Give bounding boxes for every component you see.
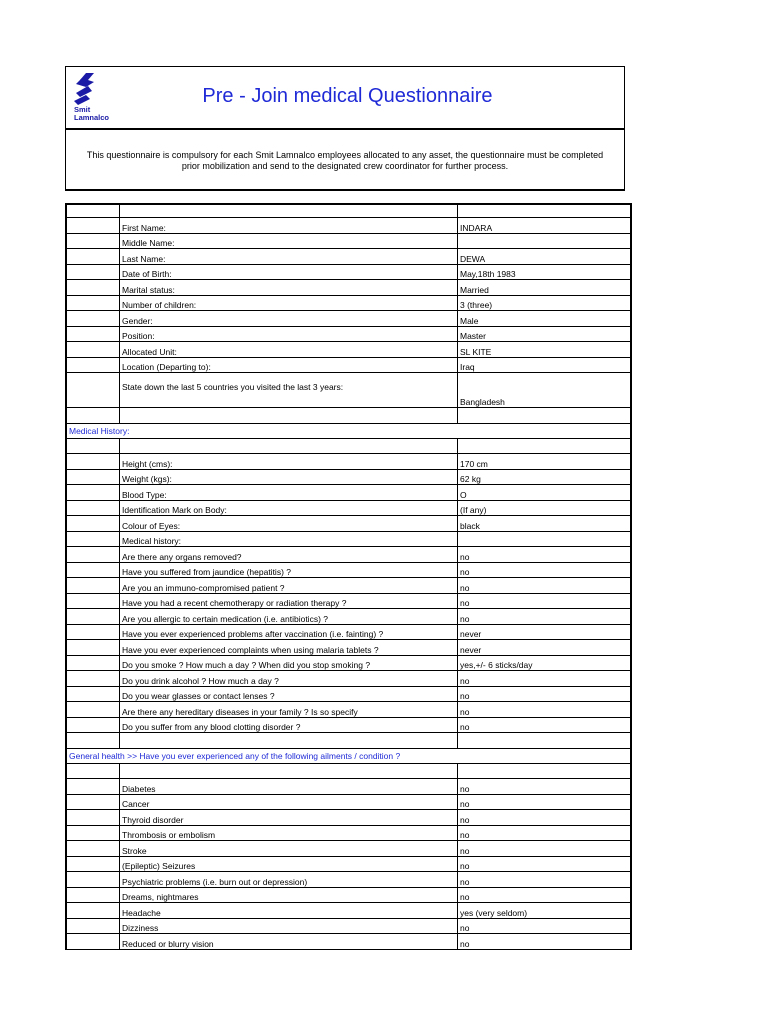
row-spacer-cell — [66, 469, 120, 485]
blank-cell — [458, 763, 632, 779]
row-spacer-cell — [66, 357, 120, 373]
row-spacer-cell — [66, 249, 120, 265]
row-spacer-cell — [66, 280, 120, 296]
form-row — [66, 856, 631, 872]
form-row — [66, 934, 631, 950]
blank-cell — [66, 204, 120, 218]
form-row — [66, 717, 631, 733]
row-spacer-cell — [66, 624, 120, 640]
form-row — [66, 249, 631, 265]
blank-cell — [120, 733, 458, 749]
field-label: Colour of Eyes: — [120, 516, 458, 532]
field-label: Do you suffer from any blood clotting disorder ? — [120, 717, 458, 733]
field-value[interactable]: Iraq — [458, 357, 632, 373]
general-health-section — [66, 748, 631, 763]
blank-row — [66, 204, 631, 218]
form-row — [66, 702, 631, 718]
blank-row — [66, 438, 631, 454]
logo-line-2: Lamnalco — [74, 113, 110, 122]
field-label: Have you ever experienced problems after vaccination (i.e. fainting) ? — [120, 624, 458, 640]
page-title: Pre - Join medical Questionnaire — [202, 85, 493, 107]
row-spacer-cell — [66, 856, 120, 872]
field-value[interactable]: O — [458, 485, 632, 501]
field-value[interactable]: no — [458, 578, 632, 594]
field-value[interactable]: no — [458, 872, 632, 888]
row-spacer-cell — [66, 264, 120, 280]
field-label: Do you smoke ? How much a day ? When did you stop smoking ? — [120, 655, 458, 671]
row-spacer-cell — [66, 655, 120, 671]
form-row — [66, 326, 631, 342]
form-row — [66, 295, 631, 311]
blank-cell — [120, 438, 458, 454]
questionnaire-table — [65, 203, 632, 950]
field-label: Are you allergic to certain medication (i.e. antibiotics) ? — [120, 609, 458, 625]
field-value[interactable]: no — [458, 562, 632, 578]
field-label: Identification Mark on Body: — [120, 500, 458, 516]
form-row — [66, 655, 631, 671]
field-value[interactable]: 170 cm — [458, 454, 632, 470]
row-spacer-cell — [66, 326, 120, 342]
field-label: Reduced or blurry vision — [120, 934, 458, 950]
form-row — [66, 918, 631, 934]
general-health-section-heading: General health >> Have you ever experienced any of the following ailments / condition ? — [66, 748, 631, 763]
field-value[interactable]: Married — [458, 280, 632, 296]
row-spacer-cell — [66, 500, 120, 516]
field-value[interactable]: yes,+/- 6 sticks/day — [458, 655, 632, 671]
form-row — [66, 531, 631, 547]
field-value[interactable]: yes (very seldom) — [458, 903, 632, 919]
form-row — [66, 872, 631, 888]
field-value[interactable]: no — [458, 887, 632, 903]
row-spacer-cell — [66, 233, 120, 249]
row-spacer-cell — [66, 872, 120, 888]
form-row — [66, 671, 631, 687]
field-label: Number of children: — [120, 295, 458, 311]
row-spacer-cell — [66, 562, 120, 578]
field-value[interactable]: May,18th 1983 — [458, 264, 632, 280]
row-spacer-cell — [66, 640, 120, 656]
field-value[interactable]: 62 kg — [458, 469, 632, 485]
form-row — [66, 233, 631, 249]
form-row — [66, 841, 631, 857]
form-row — [66, 469, 631, 485]
form-row — [66, 264, 631, 280]
field-label: Date of Birth: — [120, 264, 458, 280]
field-value[interactable]: no — [458, 547, 632, 563]
form-row — [66, 454, 631, 470]
medical-history-section — [66, 423, 631, 438]
form-row — [66, 342, 631, 358]
field-value[interactable]: 3 (three) — [458, 295, 632, 311]
logo-line-1: Smit — [74, 105, 91, 114]
blank-cell — [458, 733, 632, 749]
field-label: Do you wear glasses or contact lenses ? — [120, 686, 458, 702]
field-value[interactable]: no — [458, 609, 632, 625]
blank-row — [66, 408, 631, 424]
field-label: Dreams, nightmares — [120, 887, 458, 903]
field-value[interactable]: INDARA — [458, 218, 632, 234]
field-value[interactable]: DEWA — [458, 249, 632, 265]
blank-row — [66, 733, 631, 749]
row-spacer-cell — [66, 593, 120, 609]
field-value[interactable]: Bangladesh — [458, 373, 632, 408]
row-spacer-cell — [66, 485, 120, 501]
form-row — [66, 500, 631, 516]
field-value[interactable]: no — [458, 702, 632, 718]
blank-cell — [66, 733, 120, 749]
row-spacer-cell — [66, 841, 120, 857]
form-row — [66, 887, 631, 903]
row-spacer-cell — [66, 547, 120, 563]
form-row — [66, 547, 631, 563]
document-header — [65, 66, 625, 128]
document-frame — [65, 66, 625, 191]
field-value[interactable]: SL KITE — [458, 342, 632, 358]
form-row — [66, 779, 631, 795]
field-value[interactable]: never — [458, 640, 632, 656]
form-row — [66, 624, 631, 640]
form-row — [66, 578, 631, 594]
row-spacer-cell — [66, 609, 120, 625]
field-label: Have you had a recent chemotherapy or radiation therapy ? — [120, 593, 458, 609]
row-spacer-cell — [66, 373, 120, 408]
row-spacer-cell — [66, 903, 120, 919]
field-label: Marital status: — [120, 280, 458, 296]
form-row — [66, 562, 631, 578]
blank-cell — [120, 763, 458, 779]
row-spacer-cell — [66, 825, 120, 841]
field-label: Have you suffered from jaundice (hepatitis) ? — [120, 562, 458, 578]
field-value[interactable]: no — [458, 717, 632, 733]
row-spacer-cell — [66, 779, 120, 795]
intro-text: This questionnaire is compulsory for each Smit Lamnalco employees allocated to any asset, the questionnaire must be completed prior mobilization and send to the designated crew coordinator for further process. — [65, 128, 625, 191]
blank-cell — [458, 438, 632, 454]
row-spacer-cell — [66, 342, 120, 358]
field-value[interactable]: no — [458, 841, 632, 857]
field-label: First Name: — [120, 218, 458, 234]
row-spacer-cell — [66, 531, 120, 547]
field-value[interactable]: Male — [458, 311, 632, 327]
field-label: Have you ever experienced complaints when using malaria tablets ? — [120, 640, 458, 656]
form-row — [66, 810, 631, 826]
field-value[interactable]: no — [458, 671, 632, 687]
blank-cell — [120, 204, 458, 218]
form-row — [66, 609, 631, 625]
field-label: Location (Departing to): — [120, 357, 458, 373]
field-value[interactable]: no — [458, 794, 632, 810]
field-value[interactable]: no — [458, 934, 632, 950]
form-row — [66, 357, 631, 373]
field-label: Diabetes — [120, 779, 458, 795]
field-label: Psychiatric problems (i.e. burn out or depression) — [120, 872, 458, 888]
row-spacer-cell — [66, 794, 120, 810]
blank-cell — [66, 763, 120, 779]
field-value[interactable]: no — [458, 686, 632, 702]
form-row — [66, 825, 631, 841]
row-spacer-cell — [66, 218, 120, 234]
form-row — [66, 640, 631, 656]
field-label: Blood Type: — [120, 485, 458, 501]
field-label: Thyroid disorder — [120, 810, 458, 826]
field-label: Do you drink alcohol ? How much a day ? — [120, 671, 458, 687]
field-label: Are there any organs removed? — [120, 547, 458, 563]
field-label: Height (cms): — [120, 454, 458, 470]
blank-cell — [458, 408, 632, 424]
field-label: Thrombosis or embolism — [120, 825, 458, 841]
form-row — [66, 794, 631, 810]
form-row — [66, 485, 631, 501]
row-spacer-cell — [66, 454, 120, 470]
row-spacer-cell — [66, 934, 120, 950]
field-label: Stroke — [120, 841, 458, 857]
row-spacer-cell — [66, 516, 120, 532]
row-spacer-cell — [66, 295, 120, 311]
row-spacer-cell — [66, 311, 120, 327]
form-row — [66, 218, 631, 234]
field-label: Dizziness — [120, 918, 458, 934]
row-spacer-cell — [66, 686, 120, 702]
field-label: Position: — [120, 326, 458, 342]
blank-row — [66, 763, 631, 779]
row-spacer-cell — [66, 702, 120, 718]
field-value[interactable]: never — [458, 624, 632, 640]
form-row — [66, 311, 631, 327]
blank-cell — [66, 408, 120, 424]
form-row — [66, 516, 631, 532]
row-spacer-cell — [66, 578, 120, 594]
field-value[interactable]: (If any) — [458, 500, 632, 516]
field-label: Cancer — [120, 794, 458, 810]
field-value[interactable]: no — [458, 593, 632, 609]
field-value[interactable]: Master — [458, 326, 632, 342]
field-label: Middle Name: — [120, 233, 458, 249]
field-label: Are you an immuno-compromised patient ? — [120, 578, 458, 594]
blank-cell — [66, 438, 120, 454]
field-value[interactable]: no — [458, 810, 632, 826]
row-spacer-cell — [66, 918, 120, 934]
field-label: Gender: — [120, 311, 458, 327]
field-label: (Epileptic) Seizures — [120, 856, 458, 872]
field-value[interactable] — [458, 233, 632, 249]
field-value[interactable]: no — [458, 918, 632, 934]
field-value[interactable] — [458, 531, 632, 547]
blank-cell — [120, 408, 458, 424]
blank-cell — [458, 204, 632, 218]
countries-row — [66, 373, 631, 408]
logo-text — [74, 106, 109, 122]
row-spacer-cell — [66, 671, 120, 687]
field-label: Headache — [120, 903, 458, 919]
field-label: State down the last 5 countries you visited the last 3 years: — [120, 373, 458, 408]
row-spacer-cell — [66, 810, 120, 826]
field-label: Are there any hereditary diseases in your family ? Is so specify — [120, 702, 458, 718]
field-label: Allocated Unit: — [120, 342, 458, 358]
form-row — [66, 903, 631, 919]
field-label: Medical history: — [120, 531, 458, 547]
form-row — [66, 686, 631, 702]
field-value[interactable]: no — [458, 825, 632, 841]
field-value[interactable]: black — [458, 516, 632, 532]
field-label: Last Name: — [120, 249, 458, 265]
field-value[interactable]: no — [458, 779, 632, 795]
row-spacer-cell — [66, 717, 120, 733]
form-row — [66, 593, 631, 609]
medical-history-section-heading: Medical History: — [66, 423, 631, 438]
field-label: Weight (kgs): — [120, 469, 458, 485]
form-row — [66, 280, 631, 296]
row-spacer-cell — [66, 887, 120, 903]
field-value[interactable]: no — [458, 856, 632, 872]
